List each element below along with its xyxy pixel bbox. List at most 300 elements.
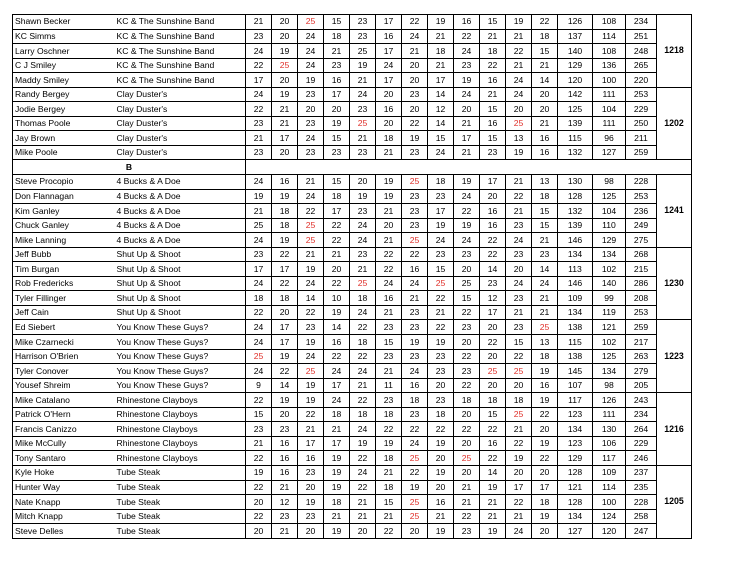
round-score: 20	[350, 524, 376, 539]
round-score: 21	[376, 204, 402, 219]
round-score: 16	[480, 116, 506, 131]
first-half-total: 123	[558, 436, 593, 451]
player-row	[13, 247, 692, 262]
round-score: 22	[454, 422, 480, 437]
round-score: 17	[324, 87, 350, 102]
round-score: 25	[506, 116, 532, 131]
round-score: 19	[428, 465, 454, 480]
round-score: 24	[454, 233, 480, 248]
team-name: You Know These Guys?	[115, 335, 246, 350]
round-score: 22	[324, 218, 350, 233]
round-score: 19	[272, 87, 298, 102]
second-half-total: 136	[593, 58, 626, 73]
round-score: 18	[272, 291, 298, 306]
round-score: 18	[480, 393, 506, 408]
round-score: 25	[298, 218, 324, 233]
round-score: 21	[454, 116, 480, 131]
second-half-total: 108	[593, 15, 626, 30]
round-score: 19	[402, 335, 428, 350]
team-name: Clay Duster's	[115, 145, 246, 160]
round-score: 20	[454, 262, 480, 277]
round-score: 22	[246, 305, 272, 320]
round-score: 23	[454, 320, 480, 335]
round-score: 22	[350, 451, 376, 466]
round-score: 17	[324, 204, 350, 219]
player-row	[13, 305, 692, 320]
round-score: 21	[454, 145, 480, 160]
player-total: 263	[626, 349, 657, 364]
first-half-total: 117	[558, 393, 593, 408]
round-score: 21	[506, 305, 532, 320]
round-score: 23	[506, 218, 532, 233]
first-half-total: 115	[558, 335, 593, 350]
round-score: 21	[506, 422, 532, 437]
first-half-total: 146	[558, 276, 593, 291]
round-score: 21	[272, 480, 298, 495]
round-score: 15	[480, 102, 506, 117]
round-score: 15	[480, 131, 506, 146]
round-score: 23	[298, 465, 324, 480]
round-score: 20	[454, 335, 480, 350]
round-score: 15	[428, 262, 454, 277]
player-total: 265	[626, 58, 657, 73]
player-row	[13, 276, 692, 291]
divider-row	[13, 160, 692, 175]
round-score: 12	[480, 291, 506, 306]
round-score: 22	[402, 116, 428, 131]
round-score: 20	[298, 524, 324, 539]
round-score: 23	[402, 320, 428, 335]
round-score: 20	[454, 407, 480, 422]
round-score: 22	[454, 305, 480, 320]
round-score: 21	[246, 131, 272, 146]
round-score: 17	[376, 15, 402, 30]
team-name: Shut Up & Shoot	[115, 291, 246, 306]
player-row	[13, 349, 692, 364]
first-half-total: 138	[558, 349, 593, 364]
round-score: 19	[324, 524, 350, 539]
player-name: Randy Bergey	[13, 87, 115, 102]
first-half-total: 139	[558, 116, 593, 131]
round-score: 20	[272, 15, 298, 30]
round-score: 22	[376, 422, 402, 437]
player-row	[13, 29, 692, 44]
round-score: 23	[506, 247, 532, 262]
round-score: 16	[272, 451, 298, 466]
player-total: 215	[626, 262, 657, 277]
round-score: 23	[246, 422, 272, 437]
round-score: 23	[246, 247, 272, 262]
first-half-total: 134	[558, 305, 593, 320]
second-half-total: 125	[593, 349, 626, 364]
round-score: 22	[506, 44, 532, 59]
round-score: 24	[246, 87, 272, 102]
round-score: 19	[298, 495, 324, 510]
round-score: 22	[298, 305, 324, 320]
team-total: 1205	[657, 465, 692, 538]
round-score: 15	[454, 291, 480, 306]
round-score: 15	[324, 131, 350, 146]
round-score: 21	[298, 175, 324, 190]
round-score: 22	[480, 451, 506, 466]
round-score: 20	[532, 87, 558, 102]
second-half-total: 108	[593, 44, 626, 59]
player-total: 243	[626, 393, 657, 408]
round-score: 17	[376, 44, 402, 59]
round-score: 18	[272, 218, 298, 233]
team-name: Tube Steak	[115, 495, 246, 510]
player-row	[13, 364, 692, 379]
round-score: 21	[324, 422, 350, 437]
player-total: 228	[626, 175, 657, 190]
round-score: 17	[428, 73, 454, 88]
first-half-total: 113	[558, 262, 593, 277]
round-score: 18	[324, 29, 350, 44]
round-score: 14	[298, 291, 324, 306]
team-name: You Know These Guys?	[115, 320, 246, 335]
player-name: Ed Siebert	[13, 320, 115, 335]
round-score: 20	[402, 102, 428, 117]
round-score: 23	[246, 29, 272, 44]
round-score: 22	[272, 247, 298, 262]
round-score: 16	[532, 131, 558, 146]
round-score: 23	[506, 320, 532, 335]
player-total: 236	[626, 204, 657, 219]
score-table	[12, 14, 692, 539]
round-score: 24	[454, 189, 480, 204]
round-score: 22	[454, 29, 480, 44]
round-score: 20	[480, 349, 506, 364]
round-score: 19	[532, 393, 558, 408]
round-score: 22	[428, 291, 454, 306]
round-score: 21	[532, 116, 558, 131]
player-row	[13, 451, 692, 466]
round-score: 24	[246, 364, 272, 379]
lower-section	[13, 175, 692, 539]
round-score: 21	[376, 233, 402, 248]
round-score: 21	[428, 509, 454, 524]
round-score: 22	[402, 422, 428, 437]
round-score: 21	[350, 262, 376, 277]
second-half-total: 119	[593, 305, 626, 320]
round-score: 23	[350, 247, 376, 262]
team-name: You Know These Guys?	[115, 378, 246, 393]
team-name: Shut Up & Shoot	[115, 276, 246, 291]
round-score: 16	[532, 145, 558, 160]
round-score: 19	[376, 436, 402, 451]
second-half-total: 117	[593, 451, 626, 466]
round-score: 23	[532, 247, 558, 262]
round-score: 20	[272, 29, 298, 44]
round-score: 25	[480, 364, 506, 379]
round-score: 19	[532, 364, 558, 379]
first-half-total: 129	[558, 451, 593, 466]
round-score: 19	[402, 480, 428, 495]
first-half-total: 128	[558, 495, 593, 510]
round-score: 23	[298, 116, 324, 131]
player-name: Mike Lanning	[13, 233, 115, 248]
round-score: 15	[480, 15, 506, 30]
team-name: Shut Up & Shoot	[115, 247, 246, 262]
player-total: 248	[626, 44, 657, 59]
round-score: 21	[298, 422, 324, 437]
player-total: 205	[626, 378, 657, 393]
round-score: 23	[246, 145, 272, 160]
round-score: 25	[246, 349, 272, 364]
team-total: 1202	[657, 87, 692, 160]
round-score: 23	[454, 524, 480, 539]
round-score: 24	[402, 276, 428, 291]
round-score: 14	[428, 87, 454, 102]
round-score: 24	[350, 422, 376, 437]
second-half-total: 98	[593, 175, 626, 190]
round-score: 16	[480, 218, 506, 233]
second-half-total: 127	[593, 145, 626, 160]
round-score: 21	[506, 175, 532, 190]
round-score: 24	[246, 233, 272, 248]
player-name: Mike McCully	[13, 436, 115, 451]
player-name: Kim Ganley	[13, 204, 115, 219]
round-score: 17	[298, 436, 324, 451]
round-score: 19	[402, 131, 428, 146]
team-name: KC & The Sunshine Band	[115, 73, 246, 88]
team-total: 1223	[657, 320, 692, 393]
team-name: KC & The Sunshine Band	[115, 58, 246, 73]
round-score: 25	[428, 276, 454, 291]
round-score: 20	[532, 102, 558, 117]
round-score: 18	[402, 393, 428, 408]
round-score: 24	[324, 364, 350, 379]
round-score: 24	[506, 73, 532, 88]
divider-blank	[246, 160, 692, 175]
round-score: 19	[350, 436, 376, 451]
round-score: 18	[272, 204, 298, 219]
team-name: Clay Duster's	[115, 87, 246, 102]
player-name: Maddy Smiley	[13, 73, 115, 88]
round-score: 21	[532, 291, 558, 306]
round-score: 17	[376, 73, 402, 88]
round-score: 14	[480, 465, 506, 480]
round-score: 22	[402, 15, 428, 30]
round-score: 17	[324, 436, 350, 451]
second-half-total: 130	[593, 422, 626, 437]
player-name: Tony Santaro	[13, 451, 115, 466]
round-score: 23	[428, 349, 454, 364]
player-name: Harrison O'Brien	[13, 349, 115, 364]
round-score: 21	[246, 436, 272, 451]
round-score: 13	[506, 131, 532, 146]
round-score: 22	[506, 436, 532, 451]
round-score: 18	[350, 291, 376, 306]
player-row	[13, 73, 692, 88]
player-total: 264	[626, 422, 657, 437]
player-row	[13, 262, 692, 277]
round-score: 23	[298, 320, 324, 335]
round-score: 22	[376, 247, 402, 262]
first-half-total: 129	[558, 58, 593, 73]
round-score: 23	[298, 145, 324, 160]
team-name: Rhinestone Clayboys	[115, 451, 246, 466]
player-name: Kyle Hoke	[13, 465, 115, 480]
round-score: 17	[428, 204, 454, 219]
second-half-total: 124	[593, 509, 626, 524]
round-score: 17	[246, 262, 272, 277]
round-score: 21	[532, 305, 558, 320]
round-score: 24	[246, 335, 272, 350]
team-name: Rhinestone Clayboys	[115, 422, 246, 437]
round-score: 22	[272, 276, 298, 291]
team-name: Rhinestone Clayboys	[115, 393, 246, 408]
round-score: 22	[246, 393, 272, 408]
round-score: 23	[376, 320, 402, 335]
round-score: 22	[246, 102, 272, 117]
round-score: 22	[246, 58, 272, 73]
first-half-total: 145	[558, 364, 593, 379]
round-score: 20	[454, 102, 480, 117]
round-score: 19	[272, 393, 298, 408]
round-score: 25	[350, 116, 376, 131]
first-half-total: 115	[558, 131, 593, 146]
team-name: KC & The Sunshine Band	[115, 44, 246, 59]
first-half-total: 132	[558, 204, 593, 219]
team-total: 1241	[657, 175, 692, 248]
round-score: 21	[298, 247, 324, 262]
player-total: 229	[626, 436, 657, 451]
first-half-total: 123	[558, 407, 593, 422]
round-score: 16	[480, 204, 506, 219]
round-score: 25	[506, 407, 532, 422]
round-score: 16	[402, 262, 428, 277]
team-name: 4 Bucks & A Doe	[115, 189, 246, 204]
second-half-total: 104	[593, 204, 626, 219]
round-score: 18	[350, 407, 376, 422]
player-name: Mike Catalano	[13, 393, 115, 408]
round-score: 22	[480, 58, 506, 73]
round-score: 19	[532, 509, 558, 524]
round-score: 16	[376, 29, 402, 44]
round-score: 16	[272, 175, 298, 190]
round-score: 21	[454, 495, 480, 510]
player-row	[13, 465, 692, 480]
first-half-total: 128	[558, 465, 593, 480]
round-score: 19	[506, 15, 532, 30]
round-score: 21	[376, 305, 402, 320]
player-name: C J Smiley	[13, 58, 115, 73]
first-half-total: 142	[558, 87, 593, 102]
round-score: 22	[402, 247, 428, 262]
player-row	[13, 175, 692, 190]
second-half-total: 102	[593, 335, 626, 350]
round-score: 22	[454, 378, 480, 393]
player-total: 259	[626, 145, 657, 160]
round-score: 19	[376, 175, 402, 190]
team-name: You Know These Guys?	[115, 349, 246, 364]
player-total: 250	[626, 116, 657, 131]
round-score: 22	[350, 349, 376, 364]
round-score: 24	[350, 305, 376, 320]
player-name: Francis Canizzo	[13, 422, 115, 437]
round-score: 23	[480, 276, 506, 291]
round-score: 15	[376, 495, 402, 510]
round-score: 13	[532, 175, 558, 190]
round-score: 23	[402, 204, 428, 219]
round-score: 20	[428, 480, 454, 495]
round-score: 21	[350, 131, 376, 146]
round-score: 24	[454, 44, 480, 59]
round-score: 19	[428, 15, 454, 30]
player-name: Mike Czarnecki	[13, 335, 115, 350]
player-name: Steve Delles	[13, 524, 115, 539]
round-score: 23	[298, 87, 324, 102]
first-half-total: 134	[558, 422, 593, 437]
round-score: 15	[376, 335, 402, 350]
round-score: 25	[402, 233, 428, 248]
round-score: 19	[506, 145, 532, 160]
round-score: 18	[246, 291, 272, 306]
second-half-total: 126	[593, 393, 626, 408]
round-score: 23	[272, 422, 298, 437]
round-score: 21	[272, 524, 298, 539]
round-score: 24	[298, 349, 324, 364]
round-score: 16	[376, 291, 402, 306]
player-row	[13, 116, 692, 131]
player-total: 286	[626, 276, 657, 291]
round-score: 12	[428, 102, 454, 117]
round-score: 23	[376, 349, 402, 364]
player-total: 234	[626, 15, 657, 30]
round-score: 21	[272, 102, 298, 117]
round-score: 23	[350, 29, 376, 44]
round-score: 24	[298, 276, 324, 291]
round-score: 21	[402, 291, 428, 306]
round-score: 23	[428, 364, 454, 379]
round-score: 15	[532, 44, 558, 59]
round-score: 25	[402, 451, 428, 466]
player-total: 249	[626, 218, 657, 233]
round-score: 22	[272, 364, 298, 379]
round-score: 14	[428, 116, 454, 131]
round-score: 19	[298, 393, 324, 408]
round-score: 20	[428, 378, 454, 393]
round-score: 18	[324, 189, 350, 204]
round-score: 21	[376, 509, 402, 524]
player-name: Tyler Fillinger	[13, 291, 115, 306]
player-total: 237	[626, 465, 657, 480]
round-score: 23	[402, 87, 428, 102]
round-score: 23	[272, 509, 298, 524]
round-score: 16	[376, 102, 402, 117]
round-score: 23	[350, 102, 376, 117]
round-score: 21	[506, 204, 532, 219]
round-score: 18	[532, 495, 558, 510]
round-score: 24	[376, 58, 402, 73]
round-score: 16	[298, 451, 324, 466]
round-score: 12	[272, 495, 298, 510]
round-score: 25	[298, 233, 324, 248]
round-score: 18	[324, 407, 350, 422]
player-name: Jay Brown	[13, 131, 115, 146]
second-half-total: 102	[593, 262, 626, 277]
round-score: 23	[402, 145, 428, 160]
round-score: 19	[324, 451, 350, 466]
round-score: 22	[428, 422, 454, 437]
round-score: 23	[402, 407, 428, 422]
round-score: 20	[298, 102, 324, 117]
player-name: Rob Fredericks	[13, 276, 115, 291]
first-half-total: 121	[558, 480, 593, 495]
round-score: 22	[298, 204, 324, 219]
round-score: 22	[506, 349, 532, 364]
